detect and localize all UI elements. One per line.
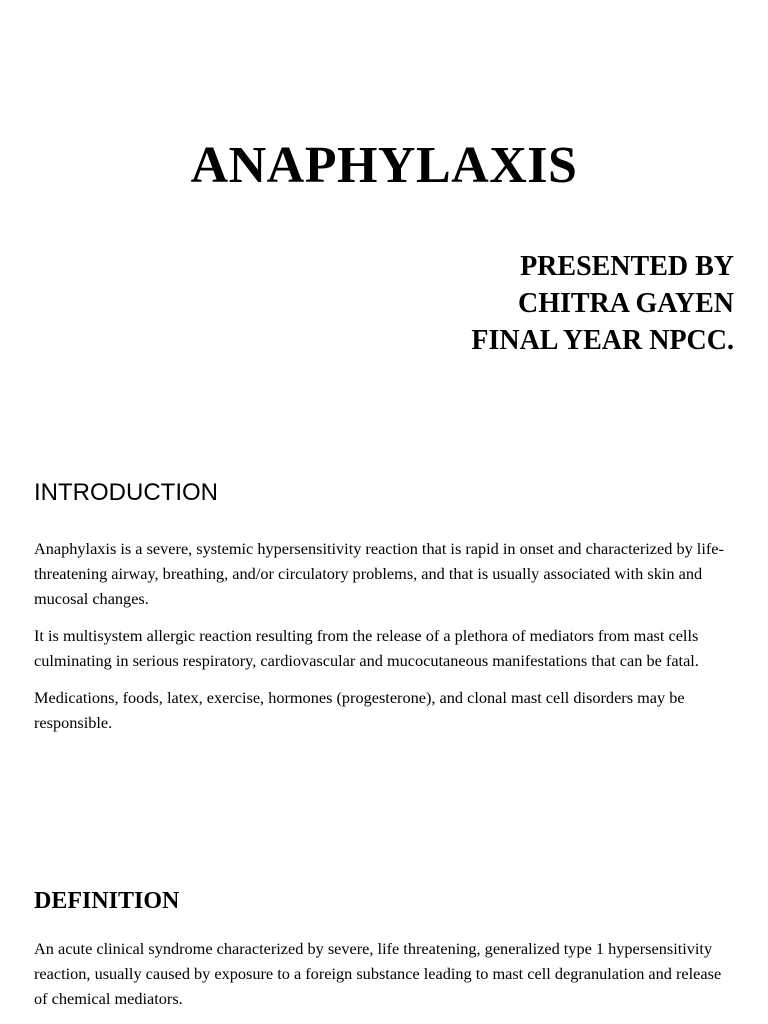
introduction-paragraph: It is multisystem allergic reaction resulting from the release of a plethora of mediators from mast cells culminating in serious respiratory, cardiovascular and mucocutaneous manifestations that can be fatal. [34, 626, 699, 670]
introduction-body [34, 536, 734, 747]
definition-heading: DEFINITION [34, 888, 180, 914]
definition-body [34, 936, 734, 1023]
introduction-paragraph: Anaphylaxis is a severe, systemic hypersensitivity reaction that is rapid in onset and characterized by life-threatening airway, breathing, and/or circulatory problems, and that is usually associated with skin and mucosal changes. [34, 539, 724, 608]
introduction-heading: INTRODUCTION [34, 479, 218, 506]
document-title: ANAPHYLAXIS [190, 137, 578, 194]
definition-paragraph: An acute clinical syndrome characterized by severe, life threatening, generalized type 1 hypersensitivity reaction, usually caused by exposure to a foreign substance leading to mast cell degranulation and release of chemical mediators. [34, 939, 722, 1008]
presenter-block [471, 248, 734, 359]
presenter-name: CHITRA GAYEN [517, 288, 734, 319]
presenter-label: PRESENTED BY [520, 251, 734, 282]
presenter-affiliation: FINAL YEAR NPCC. [471, 325, 734, 356]
introduction-paragraph: Medications, foods, latex, exercise, hormones (progesterone), and clonal mast cell disorders may be responsible. [34, 688, 685, 732]
